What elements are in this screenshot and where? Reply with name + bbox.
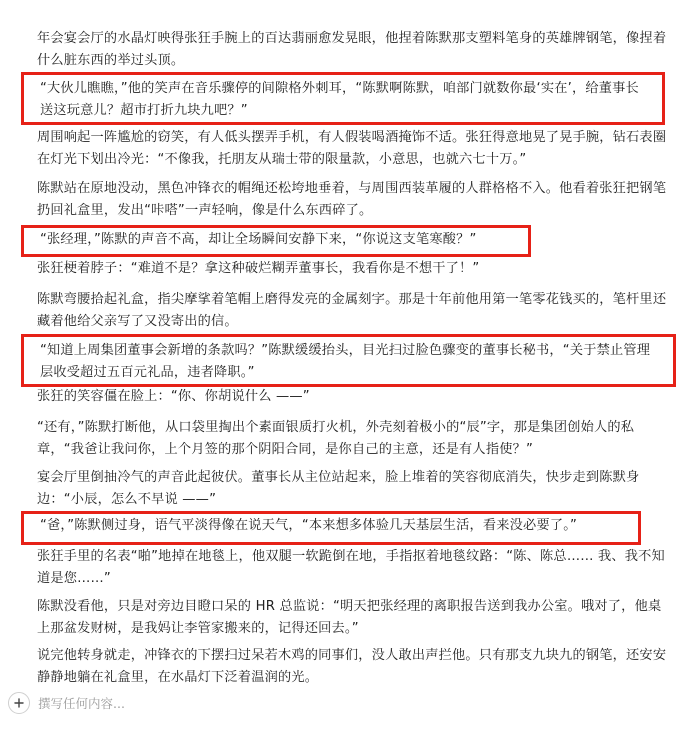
highlighted-paragraph-12	[21, 511, 641, 545]
paragraph-6: 张狂梗着脖子：“难道不是？拿这种破烂糊弄董事长，我看你是不想干了！”	[37, 261, 480, 276]
paragraph-4: 陈默站在原地没动，黑色冲锋衣的帽绳还松垮地垂着，与周围西装革履的人群格格不入。他看着张狂把钢笔扔回礼盒里，发出“咔嗒”一声轻响，像是什么东西碎了。	[37, 181, 667, 218]
paragraph-15: 说完他转身就走，冲锋衣的下摆扫过呆若木鸡的同事们，没人敢出声拦他。只有那支九块九的钢笔，还安安静静地躺在礼盒里，在水晶灯下泛着温润的光。	[37, 648, 667, 685]
paragraph-3: 周围响起一阵尴尬的窃笑，有人低头摆弄手机，有人假装喝酒掩饰不适。张狂得意地晃了晃手腕，钻石表圈在灯光下划出冷光：“不像我，托朋友从瑞士带的限量款，小意思，也就六七十万。”	[37, 130, 667, 167]
highlighted-paragraph-2	[21, 72, 665, 125]
message-composer	[0, 692, 691, 746]
paragraph-8-text: “知道上周集团董事会新增的条款吗？”陈默缓缓抬头，目光扫过脸色骤变的董事长秘书，“关于禁止管理层收受超过五百元礼品，违者降职。”	[40, 343, 651, 380]
paragraph-10: “还有，”陈默打断他，从口袋里掏出个素面银质打火机，外壳刻着极小的“辰”字，那是集团创始人的私章，“我爸让我问你，上个月签的那个阴阳合同，是你自己的主意，还是有人指使？”	[37, 420, 635, 457]
plus-icon	[14, 698, 24, 708]
paragraph-9: 张狂的笑容僵在脸上：“你、你胡说什么 ——”	[37, 389, 310, 404]
paragraph-12-text: “爸，”陈默侧过身，语气平淡得像在说天气，“本来想多体验几天基层生活，看来没必要了。”	[40, 518, 578, 533]
paragraph-1: 年会宴会厅的水晶灯映得张狂手腕上的百达翡丽愈发晃眼，他捏着陈默那支塑料笔身的英雄牌钢笔，像捏着什么脏东西的举过头顶。	[37, 31, 667, 68]
paragraph-5-text: “张经理，”陈默的声音不高，却让全场瞬间安静下来，“你说这支笔寒酸？”	[40, 232, 477, 247]
composer-input[interactable]	[38, 693, 638, 713]
paragraph-13: 张狂手里的名表“啪”地掉在地毯上，他双腿一软跪倒在地，手指抠着地毯纹路：“陈、陈总…… 我、我不知道是您……”	[37, 549, 665, 586]
highlighted-paragraph-5	[21, 225, 531, 257]
paragraph-7: 陈默弯腰拾起礼盒，指尖摩挲着笔帽上磨得发亮的金属刻字。那是十年前他用第一笔零花钱买的，笔杆里还藏着他给父亲写了又没寄出的信。	[37, 292, 667, 329]
paragraph-14: 陈默没看他，只是对旁边目瞪口呆的 HR 总监说：“明天把张经理的离职报告送到我办公室。哦对了，他桌上那盆发财树，是我妈让李管家搬来的，记得还回去。”	[37, 599, 662, 636]
highlighted-paragraph-8	[21, 334, 676, 387]
paragraph-11: 宴会厅里倒抽冷气的声音此起彼伏。董事长从主位站起来，脸上堆着的笑容彻底消失，快步走到陈默身边：“小辰，怎么不早说 ——”	[37, 470, 640, 507]
paragraph-2-text: “大伙儿瞧瞧，”他的笑声在音乐骤停的间隙格外刺耳，“陈默啊陈默，咱部门就数你最‘实在’，给董事长送这玩意儿？超市打折九块九吧？”	[40, 81, 639, 118]
add-attachment-button[interactable]	[8, 692, 30, 714]
